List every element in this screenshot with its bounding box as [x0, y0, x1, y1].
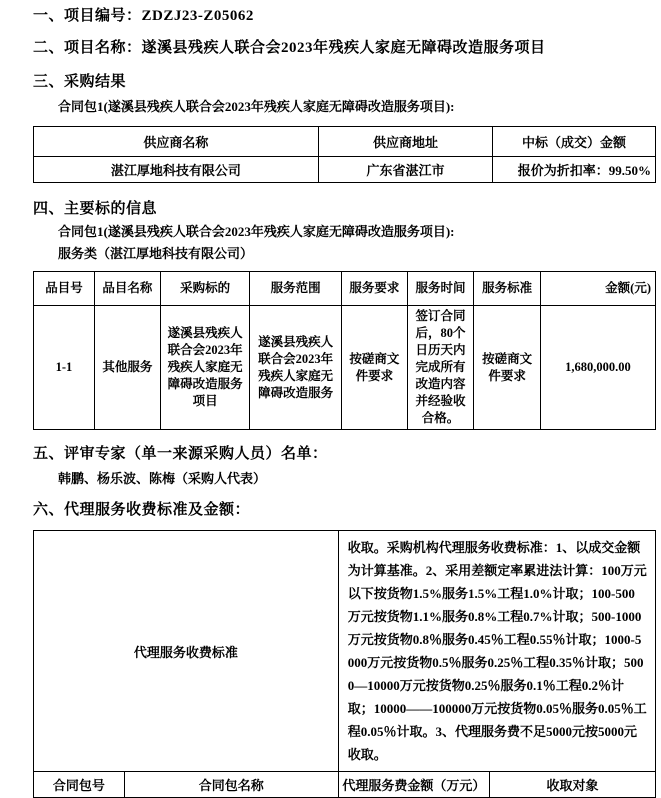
heading-agency-fee: 六、代理服务收费标准及金额： [33, 502, 251, 518]
heading-main-bid-info: 四、主要标的信息 [33, 201, 158, 217]
service-time-cell: 签订合同后，80个日历天内完成所有改造内容并经验收合格。 [407, 306, 474, 430]
supplier-address-cell: 广东省湛江市 [318, 157, 492, 183]
heading-experts: 五、评审专家（单一来源采购人员）名单： [33, 446, 328, 462]
award-amount-header: 中标（成交）金额 [493, 127, 656, 157]
service-requirement-cell: 按磋商文件要求 [341, 306, 407, 430]
fee-payer-header: 收取对象 [489, 772, 655, 798]
agency-fee-amount-header: 代理服务费金额（万元） [338, 772, 489, 798]
supplier-table-header-row [34, 127, 656, 157]
heading-project-name: 二、项目名称：遂溪县残疾人联合会2023年残疾人家庭无障碍改造服务项目 [33, 40, 546, 56]
expert-names: 韩鹏、杨乐波、陈梅（采购人代表） [58, 471, 267, 486]
heading-project-number: 一、项目编号：ZDZJ23-Z05062 [33, 8, 254, 24]
item-no-header: 品目号 [34, 272, 95, 306]
contract-package-note-result: 合同包1(遂溪县残疾人联合会2023年残疾人家庭无障碍改造服务项目): [58, 99, 455, 114]
supplier-table [33, 126, 656, 183]
contract-package-name-header: 合同包名称 [124, 772, 338, 798]
service-scope-header: 服务范围 [250, 272, 341, 306]
fee-standard-label: 代理服务收费标准 [34, 531, 339, 772]
service-standard-cell: 按磋商文件要求 [474, 306, 541, 430]
service-scope-cell: 遂溪县残疾人联合会2023年残疾人家庭无障碍改造服务 [250, 306, 341, 430]
fee-standard-row [34, 531, 656, 772]
award-amount-cell: 报价为折扣率：99.50% [493, 157, 656, 183]
item-name-header: 品目名称 [94, 272, 160, 306]
service-time-header: 服务时间 [407, 272, 474, 306]
supplier-name-cell: 湛江厚地科技有限公司 [34, 157, 319, 183]
fee-standard-text: 收取。采购机构代理服务收费标准：1、以成交金额为计算基准。2、采用差额定率累进法计算：100万元以下按货物1.5%服务1.5%工程1.0%计取；100-500万元按货物1.1%服务0.8%工程0.7%计取；500-1000万元按货物0.8％服务0.45％工程0.55％计取；1000-5000万元按货物0.5％服务0.25％工程0.35％计取；5000—10000万元按货物0.25％服务0.1％工程0.2％计取；10000——100000万元按货物0.05％服务0.05％工程0.05％计取。3、代理服务费不足5000元按5000元收取。 [338, 531, 655, 772]
amount-cell: 1,680,000.00 [540, 306, 655, 430]
procurement-target-cell: 遂溪县残疾人联合会2023年残疾人家庭无障碍改造服务项目 [160, 306, 250, 430]
bid-items-header-row [34, 272, 656, 306]
service-standard-header: 服务标准 [474, 272, 541, 306]
item-no-cell: 1-1 [34, 306, 95, 430]
bid-items-table [33, 271, 656, 430]
service-requirement-header: 服务要求 [341, 272, 407, 306]
contract-package-no-header: 合同包号 [34, 772, 125, 798]
amount-header: 金额(元) [540, 272, 655, 306]
heading-procurement-result: 三、采购结果 [33, 74, 127, 90]
item-name-cell: 其他服务 [94, 306, 160, 430]
supplier-address-header: 供应商地址 [318, 127, 492, 157]
agency-fee-table [33, 530, 656, 798]
contract-package-note-bid: 合同包1(遂溪县残疾人联合会2023年残疾人家庭无障碍改造服务项目): [58, 224, 455, 239]
supplier-table-row [34, 157, 656, 183]
procurement-target-header: 采购标的 [160, 272, 250, 306]
fee-footer-header-row [34, 772, 656, 798]
bid-items-row [34, 306, 656, 430]
supplier-name-header: 供应商名称 [34, 127, 319, 157]
service-category-note: 服务类（湛江厚地科技有限公司） [58, 246, 254, 261]
